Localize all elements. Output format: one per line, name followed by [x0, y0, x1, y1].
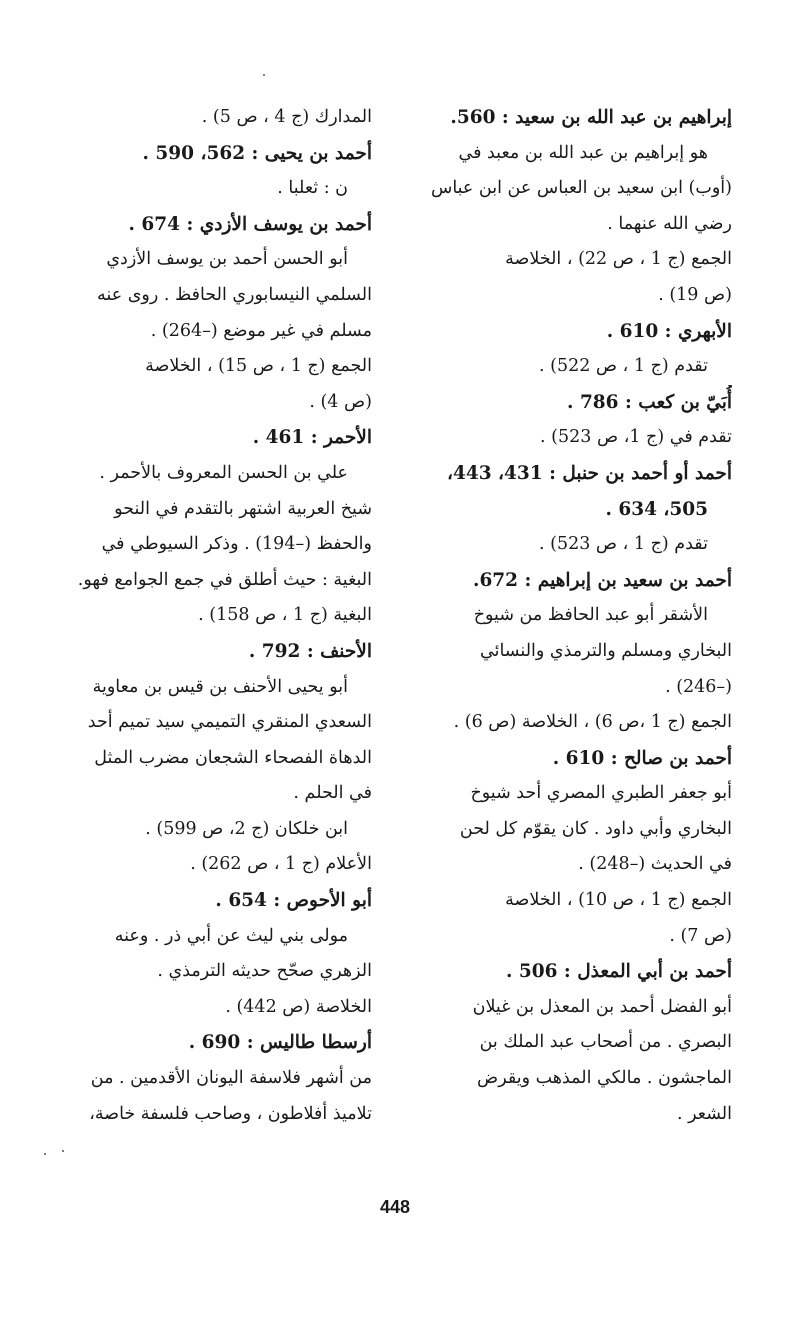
entry-heading: أحمد أو أحمد بن حنبل : 431، 443، — [446, 462, 732, 484]
entry-text-line: (ص 19) . — [658, 284, 732, 305]
entry-text-line: في الحديث (–248) . — [578, 854, 732, 875]
entry-text-line: السلمي النيسابوري الحافظ . روى عنه — [97, 284, 372, 305]
entry-text-line: تقدم في (ج 1، ص 523) . — [540, 427, 732, 448]
entry-text-line: أبو جعفر الطبري المصري أحد شيوخ — [470, 783, 732, 804]
entry-heading: أحمد بن يحيى : 562، 590 . — [142, 142, 372, 164]
entry-text-line: الجمع (ج 1 ، ص 22) ، الخلاصة — [505, 249, 732, 270]
entry-heading: الأحمر : 461 . — [252, 427, 372, 449]
entry-text-line: (–246) . — [665, 676, 732, 697]
entry-text-line: (ص 4) . — [309, 391, 372, 412]
page-number: 448 — [379, 1197, 411, 1217]
entry-text-line: علي بن الحسن المعروف بالأحمر . — [99, 462, 348, 483]
entry-text-line: الأعلام (ج 1 ، ص 262) . — [190, 854, 372, 875]
entry-text-line: الأشقر أبو عبد الحافظ من شيوخ — [473, 605, 708, 626]
entry-text-line: البغية (ج 1 ، ص 158) . — [198, 605, 372, 626]
scan-speck — [62, 1150, 64, 1152]
entry-text-line: رضي الله عنهما . — [607, 213, 732, 234]
left-column — [52, 100, 372, 1132]
entry-text-line: أبو الفضل أحمد بن المعذل بن غيلان — [472, 996, 732, 1017]
entry-heading: أبو الأحوص : 654 . — [215, 890, 372, 912]
entry-heading: أحمد بن يوسف الأزدي : 674 . — [128, 213, 372, 235]
entry-heading: أحمد بن صالح : 610 . — [552, 747, 732, 769]
entry-heading: الأبهري : 610 . — [606, 320, 732, 342]
entry-heading: أحمد بن سعيد بن إبراهيم : 672. — [472, 569, 732, 591]
entry-heading: أُبَيّ بن كعب : 786 . — [567, 391, 732, 413]
entry-text-line: الجمع (ج 1 ، ص 10) ، الخلاصة — [505, 890, 732, 911]
entry-text-line: أبو يحيى الأحنف بن قيس بن معاوية — [92, 676, 348, 697]
scan-speck — [44, 1153, 46, 1155]
entry-text-line: تلاميذ أفلاطون ، وصاحب فلسفة خاصة، — [89, 1103, 372, 1124]
entry-heading: الأحنف : 792 . — [248, 640, 372, 662]
entry-heading: 505، 634 . — [605, 498, 708, 520]
entry-text-line: الجمع (ج 1 ، ص 15) ، الخلاصة — [145, 356, 372, 377]
entry-text-line: والحفظ (–194) . وذكر السيوطي في — [101, 534, 372, 555]
entry-text-line: ن : ثعلبا . — [277, 178, 348, 199]
entry-text-line: الماجشون . مالكي المذهب ويقرض — [477, 1068, 732, 1089]
entry-text-line: المدارك (ج 4 ، ص 5) . — [201, 107, 372, 127]
entry-text-line: أبو الحسن أحمد بن يوسف الأزدي — [106, 249, 348, 270]
entry-text-line: الدهاة الفصحاء الشجعان مضرب المثل — [94, 747, 372, 768]
entry-text-line: البخاري وأبي داود . كان يقوّم كل لحن — [459, 818, 732, 839]
entry-text-line: البخاري ومسلم والترمذي والنسائي — [480, 640, 732, 661]
entry-heading: إبراهيم بن عبد الله بن سعيد : 560. — [450, 107, 732, 128]
entry-text-line: مولى بني ليث عن أبي ذر . وعنه — [114, 925, 348, 946]
entry-heading: أحمد بن أبي المعذل : 506 . — [505, 961, 732, 983]
entry-text-line: ابن خلكان (ج 2، ص 599) . — [145, 818, 348, 839]
entry-text-line: مسلم في غير موضع (–264) . — [150, 320, 372, 341]
entry-text-line: في الحلم . — [293, 783, 372, 804]
entry-text-line: الزهري صحّح حديثه الترمذي . — [157, 961, 372, 982]
entry-text-line: شيخ العربية اشتهر بالتقدم في النحو — [114, 498, 372, 519]
scan-speck — [263, 74, 265, 76]
entry-text-line: البغية : حيث أطلق في جمع الجوامع فهو. — [77, 569, 372, 590]
entry-text-line: من أشهر فلاسفة اليونان الأقدمين . من — [90, 1068, 372, 1089]
entry-text-line: هو إبراهيم بن عبد الله بن معبد في — [458, 142, 708, 163]
entry-text-line: السعدي المنقري التميمي سيد تميم أحد — [87, 712, 372, 733]
entry-text-line: الجمع (ج 1 ،ص 6) ، الخلاصة (ص 6) . — [453, 712, 732, 733]
entry-heading: أرسطا طاليس : 690 . — [188, 1032, 372, 1054]
right-column — [412, 100, 732, 1132]
entry-text-line: البصري . من أصحاب عبد الملك بن — [479, 1032, 732, 1053]
entry-text-line: الشعر . — [676, 1103, 732, 1124]
entry-text-line: (ص 7) . — [669, 925, 732, 946]
entry-text-line: تقدم (ج 1 ، ص 522) . — [539, 356, 708, 377]
entry-text-line: الخلاصة (ص 442) . — [225, 996, 372, 1017]
entry-text-line: تقدم (ج 1 ، ص 523) . — [539, 534, 708, 555]
entry-text-line: (أوب) ابن سعيد بن العباس عن ابن عباس — [430, 178, 732, 199]
